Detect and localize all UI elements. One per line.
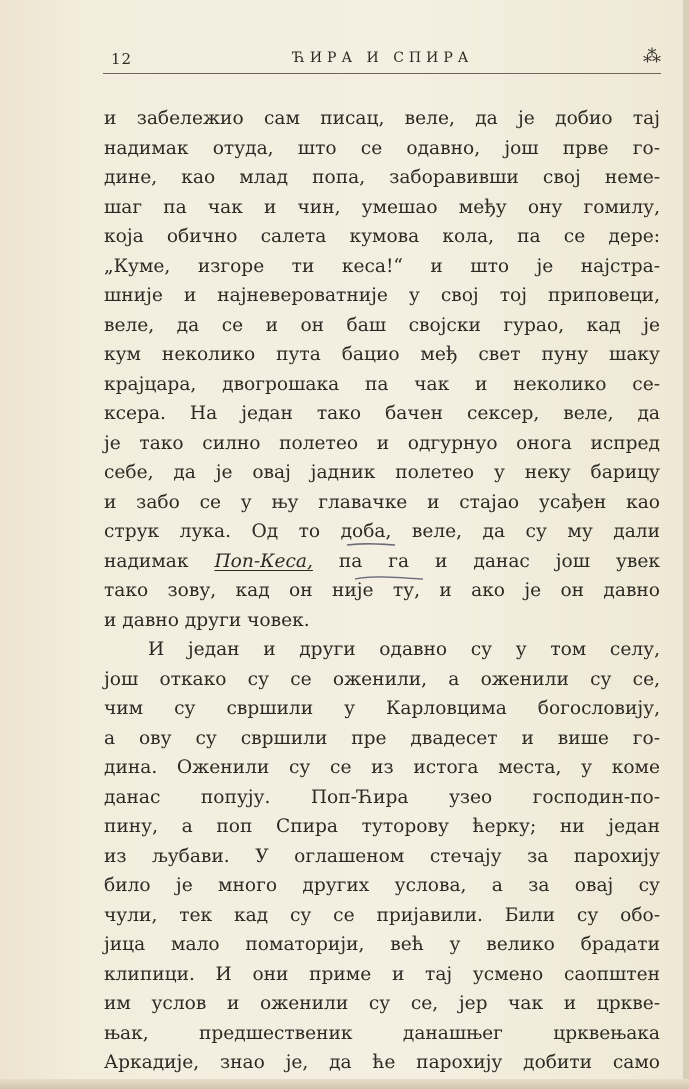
text-line: њак, предшественик данашњег црквењака [104, 1022, 660, 1044]
text-line: Аркадије, знао је, да ће парохију добити само [104, 1052, 660, 1073]
text-line: им услов и оженили су се, јер чак и цркве- [104, 993, 660, 1014]
running-header [103, 46, 663, 68]
text-line: јица мало поматорији, већ у велико брадати [104, 934, 660, 955]
text-line: дина. Оженили су се из истога места, у коме [104, 757, 660, 778]
page-bottom-edge [0, 1079, 689, 1089]
text-line: крајцара, двогрошака па чак и неколико се- [104, 373, 660, 395]
text-line: данас попују. Поп-Ћира узео господин-по- [104, 786, 660, 808]
text-line: надимак отуда, што се одавно, још прве го- [104, 137, 660, 159]
text-line: кум неколико пута бацио међ свет пуну шаку [104, 344, 660, 365]
text-line: и давно други човек. [104, 609, 310, 631]
text-line: веле, да се и он баш својски гурао, кад је [104, 314, 660, 336]
header-rule [103, 73, 661, 74]
nickname-emphasis: Поп-Кеса, [214, 550, 313, 572]
text-line: клипици. И они приме и тај усмено саопштен [104, 963, 660, 985]
text-line: „Куме, изгоре ти кеса!“ и што је најстра- [104, 255, 660, 277]
text-line: још откако су се оженили, а оженили су се, [104, 668, 660, 690]
text-line: тако зову, кад он није ту, и ако је он давно [104, 580, 660, 601]
ornament-icon: ⁂ [643, 46, 661, 67]
page-edge [683, 0, 689, 1089]
text-line: И један и други одавно су у том селу, [148, 639, 660, 660]
pencil-mark-icon [345, 541, 425, 581]
text-line: било је много других услова, а за овај су [104, 875, 660, 896]
text-line: струк лука. Од то доба, веле, да су му дали [104, 521, 660, 542]
text-line: ксера. На један тако бачен сексер, веле, да [104, 403, 660, 424]
text-line: која обично салета кумова кола, па се дере: [104, 226, 660, 247]
text-line: чули, тек кад су се пријавили. Били су обо- [104, 904, 660, 926]
page-number: 12 [111, 50, 133, 68]
running-title: ЋИРА И СПИРА [292, 50, 474, 66]
body-text [104, 104, 660, 1078]
text-line: пину, а поп Спира туторову ћерку; ни један [104, 816, 660, 837]
text-line: и забо се у њу главачке и стајао усађен као [104, 491, 660, 513]
text-span: па га и данас још увек [312, 550, 660, 572]
text-line: а ову су свршили пре двадесет и више го- [104, 727, 660, 749]
text-line: из љубави. У оглашеном стечају за парохију [104, 845, 660, 867]
text-span: надимак [104, 550, 215, 572]
text-line: шније и најневероватније у свој тој приповеци, [104, 285, 660, 306]
text-line: и забележио сам писац, веле, да је добио тај [104, 108, 660, 129]
text-line: шаг па чак и чин, умешао међу ону гомилу, [104, 196, 660, 218]
text-line: дине, као млад попа, заборавивши свој неме- [104, 167, 660, 188]
text-line: чим су свршили у Карловцима богословију, [104, 698, 660, 719]
text-line: себе, да је овај јадник полетео у неку барицу [104, 462, 660, 483]
text-line: је тако силно полетео и одгурнуо онога испред [104, 432, 660, 454]
